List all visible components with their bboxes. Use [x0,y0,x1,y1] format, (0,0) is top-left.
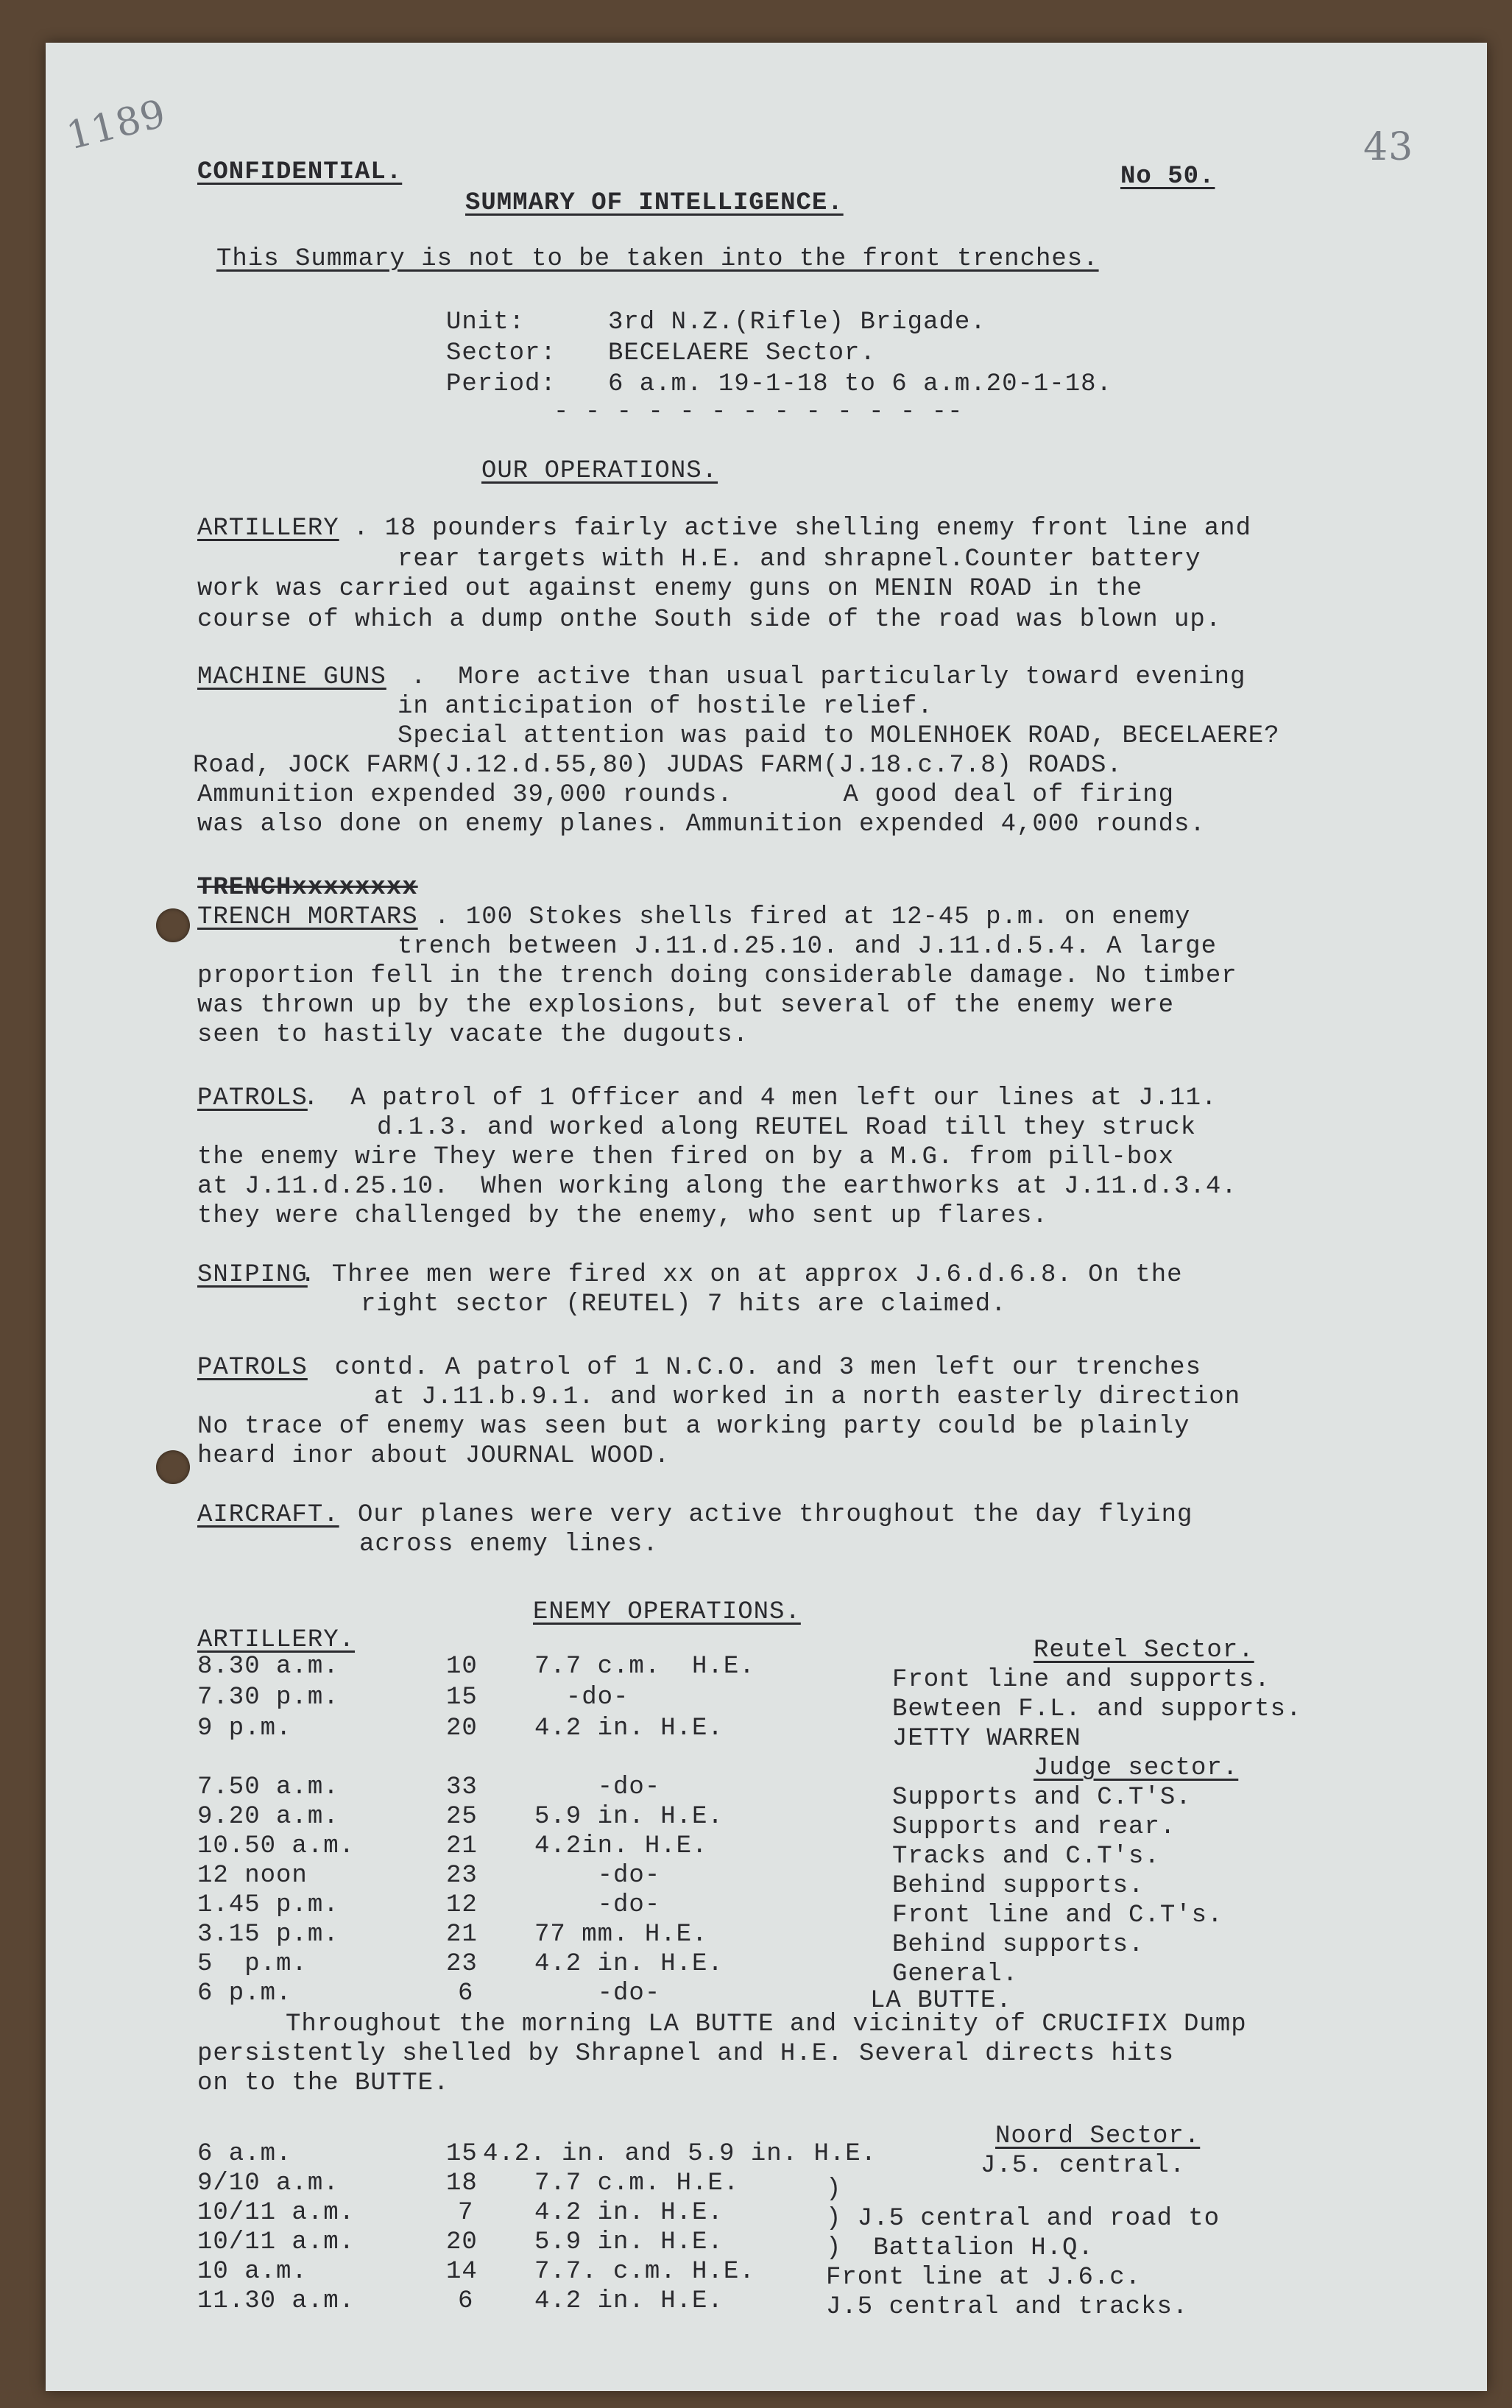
document-page [46,43,1487,2391]
divider: - - - - - - - - - - - - -- [554,398,964,426]
butte-note-line-1: Throughout the morning LA BUTTE and vicinity of CRUCIFIX Dump [286,2010,1247,2038]
table-cell-time: 10 a.m. [197,2258,308,2286]
table-cell-count: 15 [446,2140,478,2168]
table-cell-calibre: 77 mm. H.E. [534,1921,708,1949]
sniping-line-2: right sector (REUTEL) 7 hits are claimed. [361,1290,1007,1318]
table-cell-time: 1.45 p.m. [197,1891,339,1919]
enemy-operations-heading: ENEMY OPERATIONS. [533,1598,801,1626]
table-cell-location: Front line and supports. [892,1666,1271,1694]
enemy-artillery-label: ARTILLERY. [197,1626,356,1654]
classification-label: CONFIDENTIAL. [197,158,403,186]
patrols-line-2: d.1.3. and worked along REUTEL Road till they struck [377,1114,1196,1142]
table-cell-count: 18 [446,2169,478,2197]
table-cell-calibre: 7.7 c.m. H.E. [534,1653,755,1681]
document-title: SUMMARY OF INTELLIGENCE. [465,189,844,217]
table-cell-count: 6 [458,1980,474,2008]
table-cell-count: 21 [446,1921,478,1949]
unit-value: 3rd N.Z.(Rifle) Brigade. [608,308,986,336]
punch-hole [156,1450,190,1484]
table-cell-calibre: -do- [534,1684,629,1712]
machine-guns-line-4: Road, JOCK FARM(J.12.d.55,80) JUDAS FARM(J.18.c.7.8) ROADS. [193,752,1123,780]
table-cell-location: Supports and C.T'S. [892,1784,1192,1812]
aircraft-line-2: across enemy lines. [359,1530,659,1558]
machine-guns-line-1: . More active than usual particularly toward evening [411,663,1246,691]
table-cell-count: 23 [446,1950,478,1978]
table-cell-calibre: 5.9 in. H.E. [534,1803,724,1831]
table-cell-calibre: 4.2 in. H.E. [534,1950,724,1978]
table-cell-calibre: 7.7. c.m. H.E. [534,2258,755,2286]
table-cell-calibre: 5.9 in. H.E. [534,2228,724,2256]
table-cell-count: 6 [458,2287,474,2315]
table-cell-time: 6 a.m. [197,2140,292,2168]
table-cell-location: Front line at J.6.c. [826,2264,1142,2292]
table-cell-count: 14 [446,2258,478,2286]
trench-mortars-line-5: seen to hastily vacate the dugouts. [197,1021,749,1049]
table-cell-calibre: 4.2 in. H.E. [534,1715,724,1743]
sector-label: Sector: [446,339,557,367]
machine-guns-line-2: in anticipation of hostile relief. [398,693,933,721]
table-cell-time: 11.30 a.m. [197,2287,356,2315]
table-cell-location: ) [826,2175,842,2203]
table-cell-count: 21 [446,1832,478,1860]
machine-guns-line-6: was also done on enemy planes. Ammunition expended 4,000 rounds. [197,811,1206,838]
sniping-label: SNIPING [197,1261,308,1289]
patrols-contd-line-2: at J.11.b.9.1. and worked in a north easterly direction [374,1383,1241,1411]
table-cell-time: 8.30 a.m. [197,1653,339,1681]
table-cell-location: ) J.5 central and road to [826,2205,1220,2233]
table-cell-time: 6 p.m. [197,1980,292,2008]
table-cell-location: Behind supports. [892,1931,1145,1959]
patrols-line-4: at J.11.d.25.10. When working along the earthworks at J.11.d.3.4. [197,1173,1237,1201]
table-cell-time: 9 p.m. [197,1715,292,1743]
artillery-line-1: . 18 pounders fairly active shelling enemy front line and [353,515,1251,543]
table-cell-location: Tracks and C.T's. [892,1843,1160,1871]
table-cell-count: 12 [446,1891,478,1919]
our-operations-heading: OUR OPERATIONS. [481,457,718,485]
struck-heading: TRENCHxxxxxxxx [197,874,418,902]
document-number: No 50. [1120,163,1215,191]
butte-note-line-2: persistently shelled by Shrapnel and H.E. Several directs hits [197,2040,1175,2068]
patrols-contd-label: PATROLS [197,1354,308,1382]
table-cell-time: 7.50 a.m. [197,1773,339,1801]
patrols-contd-line-1: contd. A patrol of 1 N.C.O. and 3 men left our trenches [303,1354,1201,1382]
aircraft-label: AIRCRAFT. [197,1501,339,1529]
table-cell-count: 25 [446,1803,478,1831]
table-cell-location: J.5 central and tracks. [826,2293,1189,2321]
artillery-line-3: work was carried out against enemy guns on MENIN ROAD in the [197,575,1143,603]
reutel-sector-heading: Reutel Sector. [1034,1636,1254,1664]
table-cell-calibre: 4.2 in. H.E. [534,2199,724,2227]
table-cell-calibre: 4.2 in. H.E. [534,2287,724,2315]
table-cell-calibre: -do- [534,1862,661,1890]
sniping-line-1: . Three men were fired xx on at approx J.6.d.6.8. On the [300,1261,1183,1289]
artillery-line-4: course of which a dump onthe South side of the road was blown up. [197,606,1222,634]
table-cell-time: 10/11 a.m. [197,2199,356,2227]
table-cell-location: General. [892,1960,1019,1988]
table-cell-count: 20 [446,1715,478,1743]
handwritten-ref-right: 43 [1363,125,1414,169]
table-cell-location: Behind supports. [892,1872,1145,1900]
trench-mortars-line-1: . 100 Stokes shells fired at 12-45 p.m. on enemy [434,903,1191,931]
artillery-line-2: rear targets with H.E. and shrapnel.Counter battery [398,545,1201,573]
handwritten-ref-left: 1189 [62,91,171,159]
table-cell-location: JETTY WARREN [892,1725,1081,1753]
period-label: Period: [446,370,557,398]
table-cell-location: Bewteen F.L. and supports. [892,1695,1302,1723]
machine-guns-line-3: Special attention was paid to MOLENHOEK ROAD, BECELAERE? [398,722,1280,750]
table-cell-count: 15 [446,1684,478,1712]
table-cell-time: 10/11 a.m. [197,2228,356,2256]
table-cell-calibre: 7.7 c.m. H.E. [534,2169,740,2197]
patrols-line-1: . A patrol of 1 Officer and 4 men left our lines at J.11. [303,1084,1218,1112]
table-cell-calibre: -do- [534,1891,661,1919]
table-cell-location: J.5. central. [981,2152,1186,2180]
period-value: 6 a.m. 19-1-18 to 6 a.m.20-1-18. [608,370,1112,398]
aircraft-line-1: Our planes were very active throughout the day flying [358,1501,1193,1529]
table-cell-calibre: 4.2in. H.E. [534,1832,708,1860]
table-cell-location: LA BUTTE. [870,1987,1012,2015]
punch-hole [156,908,190,942]
machine-guns-label: MACHINE GUNS [197,663,386,691]
table-cell-time: 10.50 a.m. [197,1832,356,1860]
table-cell-location: Front line and C.T's. [892,1902,1223,1929]
table-cell-time: 3.15 p.m. [197,1921,339,1949]
table-cell-location: Supports and rear. [892,1813,1176,1841]
patrols-contd-line-4: heard inor about JOURNAL WOOD. [197,1442,671,1470]
table-cell-count: 7 [458,2199,474,2227]
table-cell-calibre: -do- [534,1980,661,2008]
trench-note: This Summary is not to be taken into the front trenches. [216,245,1099,273]
machine-guns-line-5: Ammunition expended 39,000 rounds. A good deal of firing [197,781,1175,809]
table-cell-time: 5 p.m. [197,1950,308,1978]
table-cell-calibre: -do- [534,1773,661,1801]
trench-mortars-label: TRENCH MORTARS [197,903,418,931]
table-cell-time: 9/10 a.m. [197,2169,339,2197]
patrols-label: PATROLS [197,1084,308,1112]
trench-mortars-line-3: proportion fell in the trench doing considerable damage. No timber [197,962,1237,990]
table-cell-count: 20 [446,2228,478,2256]
artillery-label: ARTILLERY [197,515,339,543]
table-cell-calibre: 4.2. in. and 5.9 in. H.E. [483,2140,877,2168]
noord-sector-heading: Noord Sector. [995,2122,1201,2150]
trench-mortars-line-2: trench between J.11.d.25.10. and J.11.d.5.4. A large [398,933,1217,961]
patrols-line-3: the enemy wire They were then fired on by a M.G. from pill-box [197,1143,1175,1171]
patrols-line-5: they were challenged by the enemy, who sent up flares. [197,1202,1048,1230]
table-cell-count: 10 [446,1653,478,1681]
judge-sector-heading: Judge sector. [1034,1754,1239,1782]
trench-mortars-line-4: was thrown up by the explosions, but several of the enemy were [197,992,1175,1020]
table-cell-count: 33 [446,1773,478,1801]
table-cell-time: 7.30 p.m. [197,1684,339,1712]
table-cell-time: 12 noon [197,1862,308,1890]
patrols-contd-line-3: No trace of enemy was seen but a working party could be plainly [197,1413,1190,1441]
table-cell-location: ) Battalion H.Q. [826,2234,1094,2262]
unit-label: Unit: [446,308,526,336]
table-cell-count: 23 [446,1862,478,1890]
butte-note-line-3: on to the BUTTE. [197,2069,450,2097]
sector-value: BECELAERE Sector. [608,339,876,367]
table-cell-time: 9.20 a.m. [197,1803,339,1831]
